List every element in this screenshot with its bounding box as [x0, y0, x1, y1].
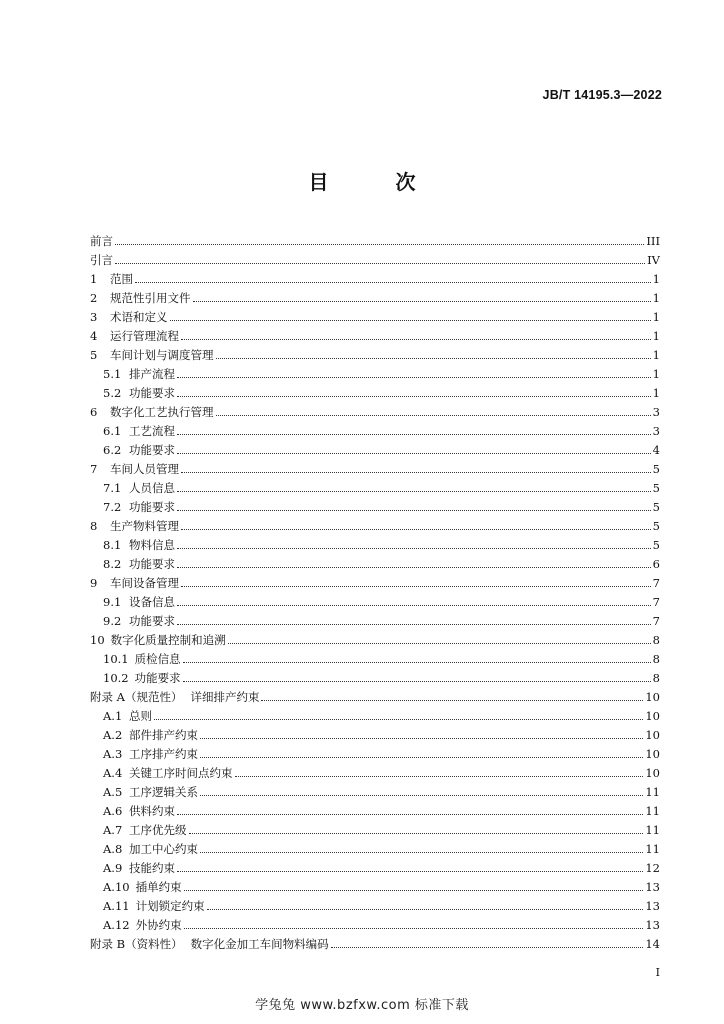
toc-entry-number: 7.1 [103, 481, 122, 495]
toc-entry-title: 数字化工艺执行管理 [110, 405, 214, 419]
toc-entry-title: 数字化金加工车间物料编码 [190, 937, 329, 951]
toc-entry-page: III [646, 234, 660, 248]
toc-entry-title: 部件排产约束 [129, 728, 198, 742]
toc-entry-number: A.9 [103, 861, 123, 875]
toc-entry-number: 5.1 [103, 367, 122, 381]
dot-leader [181, 471, 651, 473]
toc-entry[interactable] [90, 932, 660, 951]
toc-entry-label-group [103, 424, 175, 438]
toc-entry-number: 9 [90, 576, 98, 590]
toc-entry-label-group [103, 785, 198, 799]
toc-entry[interactable] [90, 400, 660, 419]
toc-entry-label-group [103, 709, 152, 723]
toc-entry[interactable] [90, 761, 660, 780]
toc-entry-number: 附录 A（规范性） [90, 690, 183, 704]
toc-entry-title: 前言 [90, 234, 113, 248]
toc-entry-title: 功能要求 [134, 671, 181, 685]
toc-entry-title: 车间人员管理 [110, 462, 179, 476]
toc-entry-title: 数字化质量控制和追溯 [110, 633, 226, 647]
toc-entry-page: 6 [652, 557, 660, 571]
toc-entry-number: A.3 [103, 747, 123, 761]
dot-leader [183, 680, 651, 682]
toc-entry-page: 13 [645, 918, 660, 932]
toc-entry-title: 详细排产约束 [190, 690, 260, 704]
toc-entry[interactable] [90, 590, 660, 609]
toc-entry[interactable] [90, 438, 660, 457]
toc-entry-label-group [90, 329, 179, 343]
toc-entry-title: 运行管理流程 [110, 329, 179, 343]
toc-entry[interactable] [90, 894, 660, 913]
dot-leader [189, 832, 644, 834]
dot-leader [177, 604, 651, 606]
dot-leader [177, 376, 651, 378]
page-title: 目 次 [308, 170, 446, 194]
toc-entry-label-group [90, 462, 179, 476]
toc-entry-title: 生产物料管理 [110, 519, 179, 533]
toc-entry-page: 14 [645, 937, 660, 951]
toc-entry-number: A.4 [103, 766, 123, 780]
toc-entry[interactable] [90, 229, 660, 248]
toc-entry-title: 质检信息 [134, 652, 181, 666]
toc-entry-title: 物料信息 [129, 538, 175, 552]
toc-entry-page: 10 [645, 709, 660, 723]
toc-entry-page: 5 [652, 481, 660, 495]
toc-entry-page: 1 [652, 386, 660, 400]
toc-entry[interactable] [90, 818, 660, 837]
toc-entry[interactable] [90, 552, 660, 571]
dot-leader [135, 281, 651, 283]
toc-entry-label-group [103, 652, 181, 666]
watermark-footer: 学兔兔 www.bzfxw.com 标准下载 [255, 998, 469, 1013]
toc-entry-label-group [90, 519, 179, 533]
toc-entry-number: 附录 B（资料性） [90, 937, 183, 951]
toc-entry-number: 6.2 [103, 443, 122, 457]
dot-leader [228, 642, 651, 644]
dot-leader [177, 433, 651, 435]
toc-entry-page: 10 [645, 690, 660, 704]
toc-entry-title: 功能要求 [129, 386, 175, 400]
dot-leader [200, 851, 643, 853]
toc-entry-label-group [103, 557, 175, 571]
toc-entry-label-group [90, 310, 168, 324]
toc-entry-number: 9.1 [103, 595, 122, 609]
dot-leader [261, 699, 643, 701]
toc-entry[interactable] [90, 799, 660, 818]
toc-entry-label-group [103, 595, 175, 609]
dot-leader [154, 718, 643, 720]
toc-entry-page: 11 [645, 804, 660, 818]
toc-entry-label-group [103, 747, 198, 761]
toc-entry[interactable] [90, 514, 660, 533]
toc-entry-number: 3 [90, 310, 98, 324]
toc-entry-number: A.6 [103, 804, 123, 818]
toc-entry-label-group [103, 538, 175, 552]
toc-entry-title: 供料约束 [129, 804, 175, 818]
toc-entry-number: 10 [90, 633, 105, 647]
toc-entry-title: 工序优先级 [129, 823, 187, 837]
toc-entry-title: 范围 [110, 272, 133, 286]
toc-entry-title: 工序排产约束 [129, 747, 198, 761]
toc-entry-page: 8 [652, 633, 660, 647]
toc-entry-page: 12 [645, 861, 660, 875]
toc-entry-page: 11 [645, 823, 660, 837]
toc-entry[interactable] [90, 609, 660, 628]
toc-entry-title: 功能要求 [129, 443, 175, 457]
toc-entry[interactable] [90, 495, 660, 514]
toc-entry-number: 8.2 [103, 557, 122, 571]
toc-entry-page: 4 [652, 443, 660, 457]
dot-leader [181, 528, 651, 530]
toc-entry-title: 总则 [129, 709, 152, 723]
toc-entry-label-group [103, 500, 175, 514]
toc-entry-number: 8.1 [103, 538, 122, 552]
dot-leader [200, 737, 643, 739]
toc-entry-label-group [103, 823, 187, 837]
toc-entry-label-group [90, 405, 214, 419]
dot-leader [177, 490, 651, 492]
toc-entry-page: 7 [652, 595, 660, 609]
toc-entry-number: 2 [90, 291, 98, 305]
toc-entry-number: 6 [90, 405, 98, 419]
page-number: I [655, 966, 660, 979]
toc-entry-number: A.11 [103, 899, 130, 913]
dot-leader [207, 908, 644, 910]
toc-entry[interactable] [90, 381, 660, 400]
toc-entry-page: 5 [652, 500, 660, 514]
toc-entry-number: 6.1 [103, 424, 122, 438]
dot-leader [235, 775, 644, 777]
toc-entry-number: A.5 [103, 785, 123, 799]
toc-entry-number: 7 [90, 462, 98, 476]
toc-entry-page: 1 [652, 367, 660, 381]
table-of-contents [90, 229, 660, 951]
toc-entry-page: 1 [652, 329, 660, 343]
toc-entry[interactable] [90, 875, 660, 894]
dot-leader [181, 338, 651, 340]
toc-entry-page: 1 [652, 348, 660, 362]
toc-entry[interactable] [90, 704, 660, 723]
toc-entry-page: 13 [645, 880, 660, 894]
dot-leader [177, 547, 651, 549]
toc-entry-label-group [103, 367, 175, 381]
dot-leader [181, 585, 651, 587]
toc-entry-page: 10 [645, 728, 660, 742]
dot-leader [216, 414, 651, 416]
dot-leader [216, 357, 651, 359]
toc-entry-label-group [90, 937, 329, 951]
toc-entry-title: 插单约束 [135, 880, 182, 894]
toc-entry[interactable] [90, 457, 660, 476]
toc-entry[interactable] [90, 685, 660, 704]
toc-entry-page: 1 [652, 310, 660, 324]
toc-entry-title: 关键工序时间点约束 [129, 766, 233, 780]
toc-entry-page: 1 [652, 291, 660, 305]
toc-entry[interactable] [90, 723, 660, 742]
toc-entry-label-group [90, 633, 226, 647]
dot-leader [177, 623, 651, 625]
toc-entry-number: 8 [90, 519, 98, 533]
toc-entry[interactable] [90, 362, 660, 381]
toc-entry-title: 设备信息 [129, 595, 175, 609]
toc-entry-label-group [103, 880, 182, 894]
toc-entry-page: IV [647, 253, 660, 267]
toc-entry-page: 10 [645, 766, 660, 780]
toc-entry[interactable] [90, 324, 660, 343]
toc-entry-label-group [103, 842, 198, 856]
toc-entry[interactable] [90, 267, 660, 286]
dot-leader [200, 756, 643, 758]
dot-leader [115, 243, 644, 245]
toc-entry-title: 人员信息 [129, 481, 175, 495]
toc-entry[interactable] [90, 742, 660, 761]
dot-leader [193, 300, 651, 302]
dot-leader [200, 794, 643, 796]
toc-entry[interactable] [90, 780, 660, 799]
dot-leader [177, 452, 651, 454]
toc-entry[interactable] [90, 856, 660, 875]
toc-entry[interactable] [90, 666, 660, 685]
toc-entry-title: 工序逻辑关系 [129, 785, 198, 799]
toc-entry-title: 加工中心约束 [129, 842, 198, 856]
toc-entry-label-group [103, 918, 182, 932]
toc-entry-label-group [90, 272, 133, 286]
toc-entry-title: 术语和定义 [110, 310, 168, 324]
toc-entry-number: 4 [90, 329, 98, 343]
dot-leader [184, 889, 644, 891]
toc-entry-title: 引言 [90, 253, 113, 267]
toc-entry-title: 功能要求 [129, 614, 175, 628]
toc-entry-title: 外协约束 [135, 918, 182, 932]
toc-entry-label-group [90, 234, 113, 248]
dot-leader [170, 319, 651, 321]
toc-entry-page: 5 [652, 462, 660, 476]
toc-entry-number: A.12 [103, 918, 130, 932]
toc-entry-number: 7.2 [103, 500, 122, 514]
toc-entry-number: 1 [90, 272, 98, 286]
toc-entry-label-group [103, 443, 175, 457]
toc-entry[interactable] [90, 286, 660, 305]
dot-leader [115, 262, 645, 264]
toc-entry-title: 工艺流程 [129, 424, 175, 438]
toc-entry-label-group [103, 614, 175, 628]
toc-entry[interactable] [90, 533, 660, 552]
dot-leader [331, 946, 644, 948]
toc-entry-page: 3 [652, 405, 660, 419]
dot-leader [177, 395, 651, 397]
toc-entry-title: 计划锁定约束 [135, 899, 205, 913]
toc-entry-page: 11 [645, 842, 660, 856]
toc-entry-title: 车间计划与调度管理 [110, 348, 214, 362]
toc-entry-label-group [90, 253, 113, 267]
toc-entry-label-group [103, 728, 198, 742]
toc-entry-label-group [103, 671, 181, 685]
toc-entry[interactable] [90, 571, 660, 590]
toc-entry-page: 3 [652, 424, 660, 438]
toc-entry-number: A.10 [103, 880, 130, 894]
toc-entry-page: 5 [652, 538, 660, 552]
toc-entry-number: A.1 [103, 709, 123, 723]
toc-entry-title: 技能约束 [129, 861, 175, 875]
dot-leader [177, 870, 643, 872]
toc-entry-label-group [103, 861, 175, 875]
toc-entry-page: 5 [652, 519, 660, 533]
toc-entry-title: 功能要求 [129, 557, 175, 571]
toc-entry[interactable] [90, 837, 660, 856]
toc-entry[interactable] [90, 628, 660, 647]
toc-entry-label-group [103, 899, 205, 913]
toc-entry-title: 功能要求 [129, 500, 175, 514]
dot-leader [183, 661, 651, 663]
toc-entry-label-group [103, 766, 233, 780]
toc-entry-page: 11 [645, 785, 660, 799]
toc-entry-number: A.8 [103, 842, 123, 856]
dot-leader [177, 813, 643, 815]
toc-entry-page: 13 [645, 899, 660, 913]
toc-entry[interactable] [90, 913, 660, 932]
toc-entry-number: A.7 [103, 823, 123, 837]
toc-entry-page: 10 [645, 747, 660, 761]
dot-leader [177, 566, 651, 568]
toc-entry-label-group [90, 348, 214, 362]
toc-entry-title: 车间设备管理 [110, 576, 179, 590]
toc-entry-page: 7 [652, 614, 660, 628]
toc-entry-number: 9.2 [103, 614, 122, 628]
toc-entry[interactable] [90, 419, 660, 438]
toc-entry-label-group [90, 690, 259, 704]
dot-leader [177, 509, 651, 511]
toc-entry[interactable] [90, 248, 660, 267]
toc-entry-number: 5 [90, 348, 98, 362]
toc-entry-label-group [103, 386, 175, 400]
toc-entry-title: 排产流程 [129, 367, 175, 381]
document-code: JB/T 14195.3—2022 [542, 88, 662, 102]
dot-leader [184, 927, 644, 929]
toc-entry-page: 1 [652, 272, 660, 286]
toc-entry-page: 8 [652, 652, 660, 666]
toc-entry-number: A.2 [103, 728, 123, 742]
toc-entry[interactable] [90, 343, 660, 362]
toc-entry-label-group [103, 804, 175, 818]
toc-entry-title: 规范性引用文件 [110, 291, 191, 305]
toc-entry-number: 10.2 [103, 671, 129, 685]
toc-entry[interactable] [90, 647, 660, 666]
toc-entry-label-group [90, 291, 191, 305]
toc-entry-label-group [103, 481, 175, 495]
toc-entry-number: 10.1 [103, 652, 129, 666]
toc-entry-page: 8 [652, 671, 660, 685]
toc-entry[interactable] [90, 476, 660, 495]
toc-entry-number: 5.2 [103, 386, 122, 400]
toc-entry-page: 7 [652, 576, 660, 590]
toc-entry-label-group [90, 576, 179, 590]
toc-entry[interactable] [90, 305, 660, 324]
